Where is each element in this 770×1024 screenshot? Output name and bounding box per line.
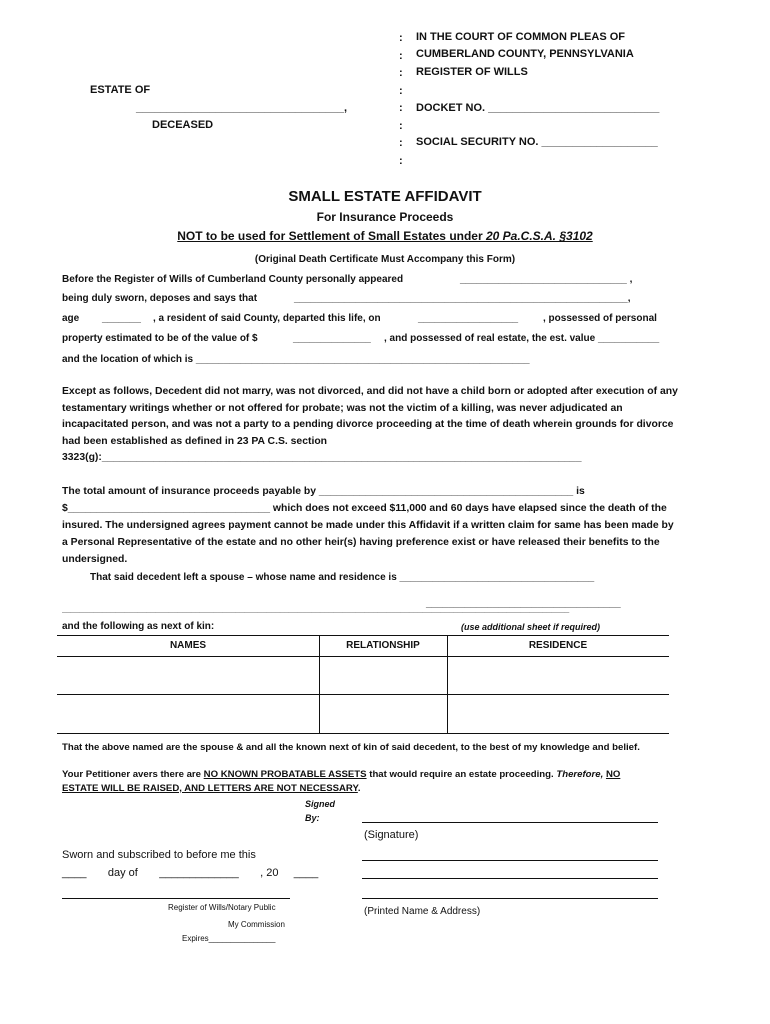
colon: : (399, 119, 403, 132)
colon: : (399, 84, 403, 97)
age-field[interactable]: _______ (102, 313, 141, 324)
real-estate-value-field[interactable]: , and possessed of real estate, the est. value ___________ (384, 333, 660, 344)
appeared-text: Before the Register of Wills of Cumberland County personally appeared (62, 274, 404, 285)
therefore-text: Therefore, (556, 769, 604, 780)
kin-name-cell[interactable] (58, 657, 318, 693)
court-line-2: CUMBERLAND COUNTY, PENNSYLVANIA (416, 48, 634, 60)
colon: : (399, 32, 403, 44)
sworn-text: being duly sworn, deposes and says that (62, 293, 258, 304)
commission-label: My Commission (228, 920, 285, 929)
commission-expires-field[interactable]: Expires_______________ (182, 934, 276, 943)
form-title: SMALL ESTATE AFFIDAVIT (288, 188, 482, 205)
kin-residence-cell[interactable] (448, 695, 668, 732)
by-label: By: (305, 813, 320, 823)
avers-statement: Your Petitioner avers there are NO KNOWN PROBATABLE ASSETS that would require an estate proceeding. Therefore, NO ESTATE WILL BE RAISED, AND LETTERS ARE NOT NECESSARY. (62, 769, 621, 794)
docket-number-field[interactable]: DOCKET NO. ____________________________ (416, 102, 660, 114)
appeared-name-field[interactable]: ______________________________ , (460, 274, 633, 285)
address-line[interactable] (362, 898, 658, 899)
court-line-1: IN THE COURT OF COMMON PLEAS OF (416, 31, 625, 43)
printed-name-line[interactable] (362, 860, 658, 861)
colon: : (399, 137, 403, 149)
printed-name-label: (Printed Name & Address) (364, 906, 481, 917)
avers-text: that would require an estate proceeding. (366, 769, 557, 780)
knowledge-statement: That the above named are the spouse & and all the known next of kin of said decedent, to the best of my knowledge and belief. (62, 742, 640, 753)
kin-name-cell[interactable] (58, 695, 318, 732)
column-header-names: NAMES (169, 640, 207, 651)
statute-citation: 20 Pa.C.S.A. §3102 (485, 229, 593, 243)
table-bottom-border (57, 733, 669, 734)
next-of-kin-intro: and the following as next of kin: (62, 621, 215, 632)
kin-relationship-cell[interactable] (320, 657, 446, 693)
caption-colons (399, 30, 403, 170)
estate-of-label: ESTATE OF (90, 84, 151, 96)
signature-label: (Signature) (364, 829, 419, 841)
notary-signature-line[interactable] (62, 898, 290, 899)
kin-relationship-cell[interactable] (320, 695, 446, 732)
death-certificate-note: (Original Death Certificate Must Accompany this Form) (254, 254, 516, 265)
sworn-subscribed-text: Sworn and subscribed to before me this (62, 849, 256, 861)
deceased-label: DECEASED (152, 119, 214, 131)
no-estate-text: NO ESTATE WILL BE RAISED, AND LETTERS ARE NOT NECESSARY (62, 769, 621, 794)
colon: : (399, 154, 403, 167)
possessed-text: , possessed of personal (543, 313, 657, 324)
notary-label: Register of Wills/Notary Public (168, 903, 276, 912)
court-line-3: REGISTER OF WILLS (416, 66, 528, 78)
usage-warning-text: NOT to be used for Settlement of Small Estates under (177, 229, 486, 243)
usage-warning (0, 229, 770, 243)
column-header-residence: RESIDENCE (528, 640, 588, 651)
table-top-border (57, 635, 669, 636)
avers-text: Your Petitioner avers there are (62, 769, 204, 780)
spouse-field[interactable]: That said decedent left a spouse – whose name and residence is ___________________________________ (90, 572, 595, 583)
property-value-text: property estimated to be of the value of $ (62, 333, 258, 344)
spouse-residence-line-2[interactable]: ___________________________________ (426, 598, 621, 609)
address-line[interactable] (362, 878, 658, 879)
colon: : (399, 49, 403, 62)
social-security-field[interactable]: SOCIAL SECURITY NO. ___________________ (416, 136, 658, 148)
location-field[interactable]: and the location of which is ____________________________________________________________ (62, 354, 530, 365)
signed-label: Signed (305, 799, 336, 809)
spouse-residence-line[interactable]: __________________________________________________________________________________________________________________ (62, 605, 570, 614)
day-of-date-field[interactable]: ____ day of _____________ , 20 ____ (62, 867, 319, 879)
date-of-death-field[interactable]: __________________ (418, 313, 519, 324)
column-header-relationship: RELATIONSHIP (346, 640, 420, 651)
signature-line[interactable] (362, 822, 658, 823)
statement-field[interactable]: ____________________________________________________________, (294, 293, 631, 304)
estate-name-field[interactable]: __________________________________, (136, 102, 348, 114)
colon: : (399, 67, 403, 79)
resident-text: , a resident of said County, departed this life, on (153, 313, 381, 324)
form-subtitle: For Insurance Proceeds (316, 210, 454, 224)
exceptions-paragraph: Except as follows, Decedent did not marry, was not divorced, and did not have a child born or adopted after execution of any testamentary writings whether or not offered for probate; was not the victim of a killing, was never adjudicated an incapacitated person, and was not a party to a pending divorce proceeding at the time of death wherein grounds for divorce had been established as defined in 23 PA C.S. section 3323(g):___________________________________________________________________________________ (62, 386, 678, 463)
no-assets-text: NO KNOWN PROBATABLE ASSETS (203, 769, 367, 780)
age-label: age (62, 313, 80, 324)
personal-property-value-field[interactable]: ______________ (293, 333, 371, 344)
kin-residence-cell[interactable] (448, 657, 668, 693)
colon: : (399, 102, 403, 114)
insurance-paragraph: The total amount of insurance proceeds payable by ____________________________________________ is $___________________________________ which does not exceed $11,000 and 60 days have elapsed since the death of the insured. The undersigned agrees payment cannot be made under this Affidavit if a written claim for same has been made by a Personal Representative of the estate and no other heir(s) having preference exist or have released their benefits to the undersigned. (62, 486, 674, 565)
additional-sheet-note: (use additional sheet if required) (461, 622, 601, 632)
